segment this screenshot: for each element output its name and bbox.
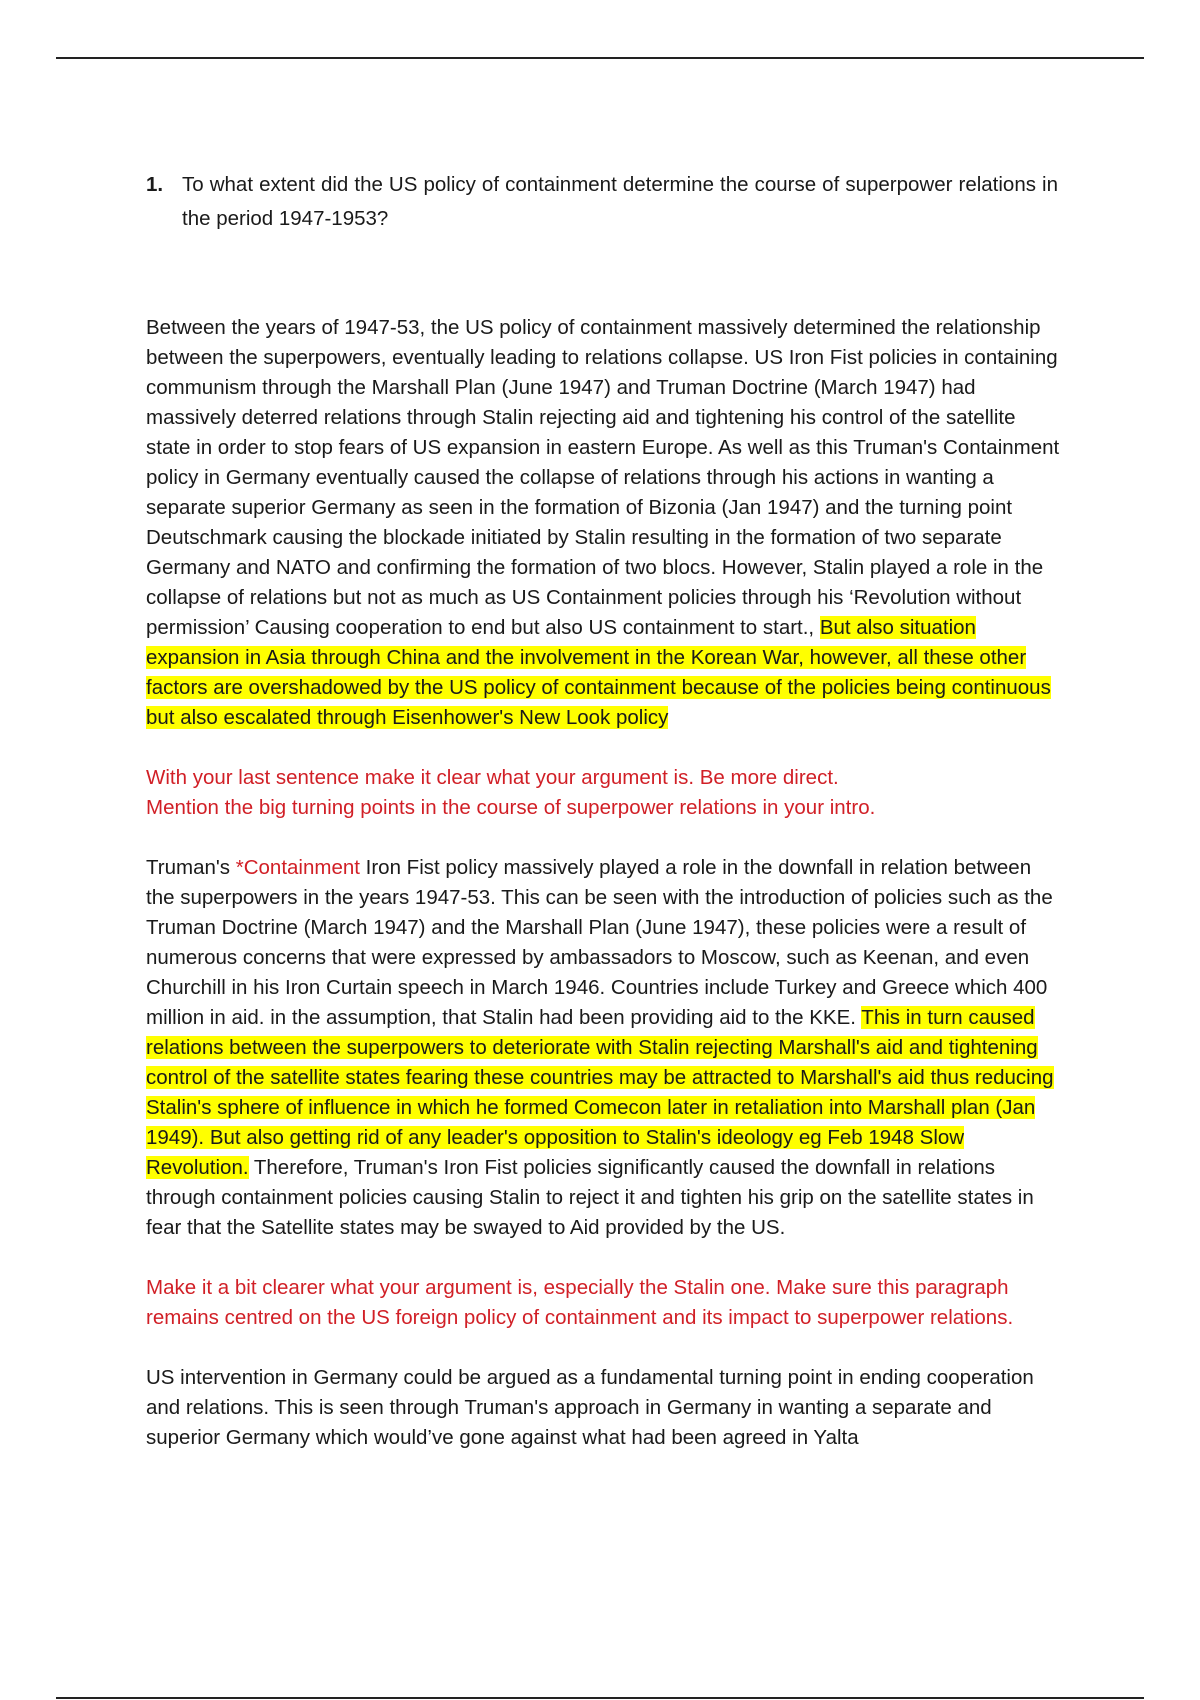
question-text: To what extent did the US policy of containment determine the course of superpower relations in the period 1947-1953? [182,173,1058,230]
body-paragraph-truman [146,853,1062,1243]
truman-conclusion: Therefore, Truman's Iron Fist policies significantly caused the downfall in relations through containment policies causing Stalin to reject it and tighten his grip on the satellite states in fear that the Satellite states may be swayed to Aid provided by the US. [146,1156,1034,1239]
question-number: 1. [146,173,164,196]
essay-question [146,168,1058,236]
intro-highlight: But also situation expansion in Asia through China and the involvement in the Korean War, however, all these other factors are overshadowed by the US policy of containment because of the policies being continuous but also escalated through Eisenhower's New Look policy [146,616,1051,729]
truman-prefix: Truman's [146,856,236,879]
intro-paragraph [146,313,1062,733]
essay-body [146,313,1062,1483]
truman-text: Iron Fist policy massively played a role in the downfall in relation between the superpowers in the years 1947-53. This can be seen with the introduction of policies such as the Truman Doctrine (March 1947) and the Marshall Plan (June 1947), these policies were a result of numerous concerns that were expressed by ambassadors to Moscow, such as Keenan, and even Churchill in his Iron Curtain speech in March 1946. Countries include Turkey and Greece which 400 million in aid. in the assumption, that Stalin had been providing aid to the KKE. [146,856,1053,1029]
intro-text: Between the years of 1947-53, the US policy of containment massively determined the relationship between the superpowers, eventually leading to relations collapse. US Iron Fist policies in containing communism through the Marshall Plan (June 1947) and Truman Doctrine (March 1947) had massively deterred relations through Stalin rejecting aid and tightening his control of the satellite state in order to stop fears of US expansion in eastern Europe. As well as this Truman's Containment policy in Germany eventually caused the collapse of relations through his actions in wanting a separate superior Germany as seen in the formation of Bizonia (Jan 1947) and the turning point Deutschmark causing the blockade initiated by Stalin resulting in the formation of two separate Germany and NATO and confirming the formation of two blocs. However, Stalin played a role in the collapse of relations but not as much as US Containment policies through his ‘Revolution without permission’ Causing cooperation to end but also US containment to start., [146,316,1060,639]
teacher-comment-1 [146,763,1062,823]
comment-1-line-2: Mention the big turning points in the course of superpower relations in your intro. [146,796,876,819]
body-paragraph-germany: US intervention in Germany could be argued as a fundamental turning point in ending cooperation and relations. This is seen through Truman's approach in Germany in wanting a separate and superior Germany which would’ve gone against what had been agreed in Yalta [146,1366,1034,1449]
inserted-correction: *Containment [235,856,360,879]
teacher-comment-2: Make it a bit clearer what your argument is, especially the Stalin one. Make sure this paragraph remains centred on the US foreign policy of containment and its impact to superpower relations. [146,1276,1014,1329]
truman-highlight: This in turn caused relations between the superpowers to deteriorate with Stalin rejecting Marshall's aid and tightening control of the satellite states fearing these countries may be attracted to Marshall's aid thus reducing Stalin's sphere of influence in which he formed Comecon later in retaliation into Marshall plan (Jan 1949). But also getting rid of any leader's opposition to Stalin's ideology eg Feb 1948 Slow Revolution. [146,1006,1054,1179]
comment-1-line-1: With your last sentence make it clear what your argument is. Be more direct. [146,766,839,789]
header-rule [56,57,1144,59]
footer-rule [56,1697,1144,1699]
